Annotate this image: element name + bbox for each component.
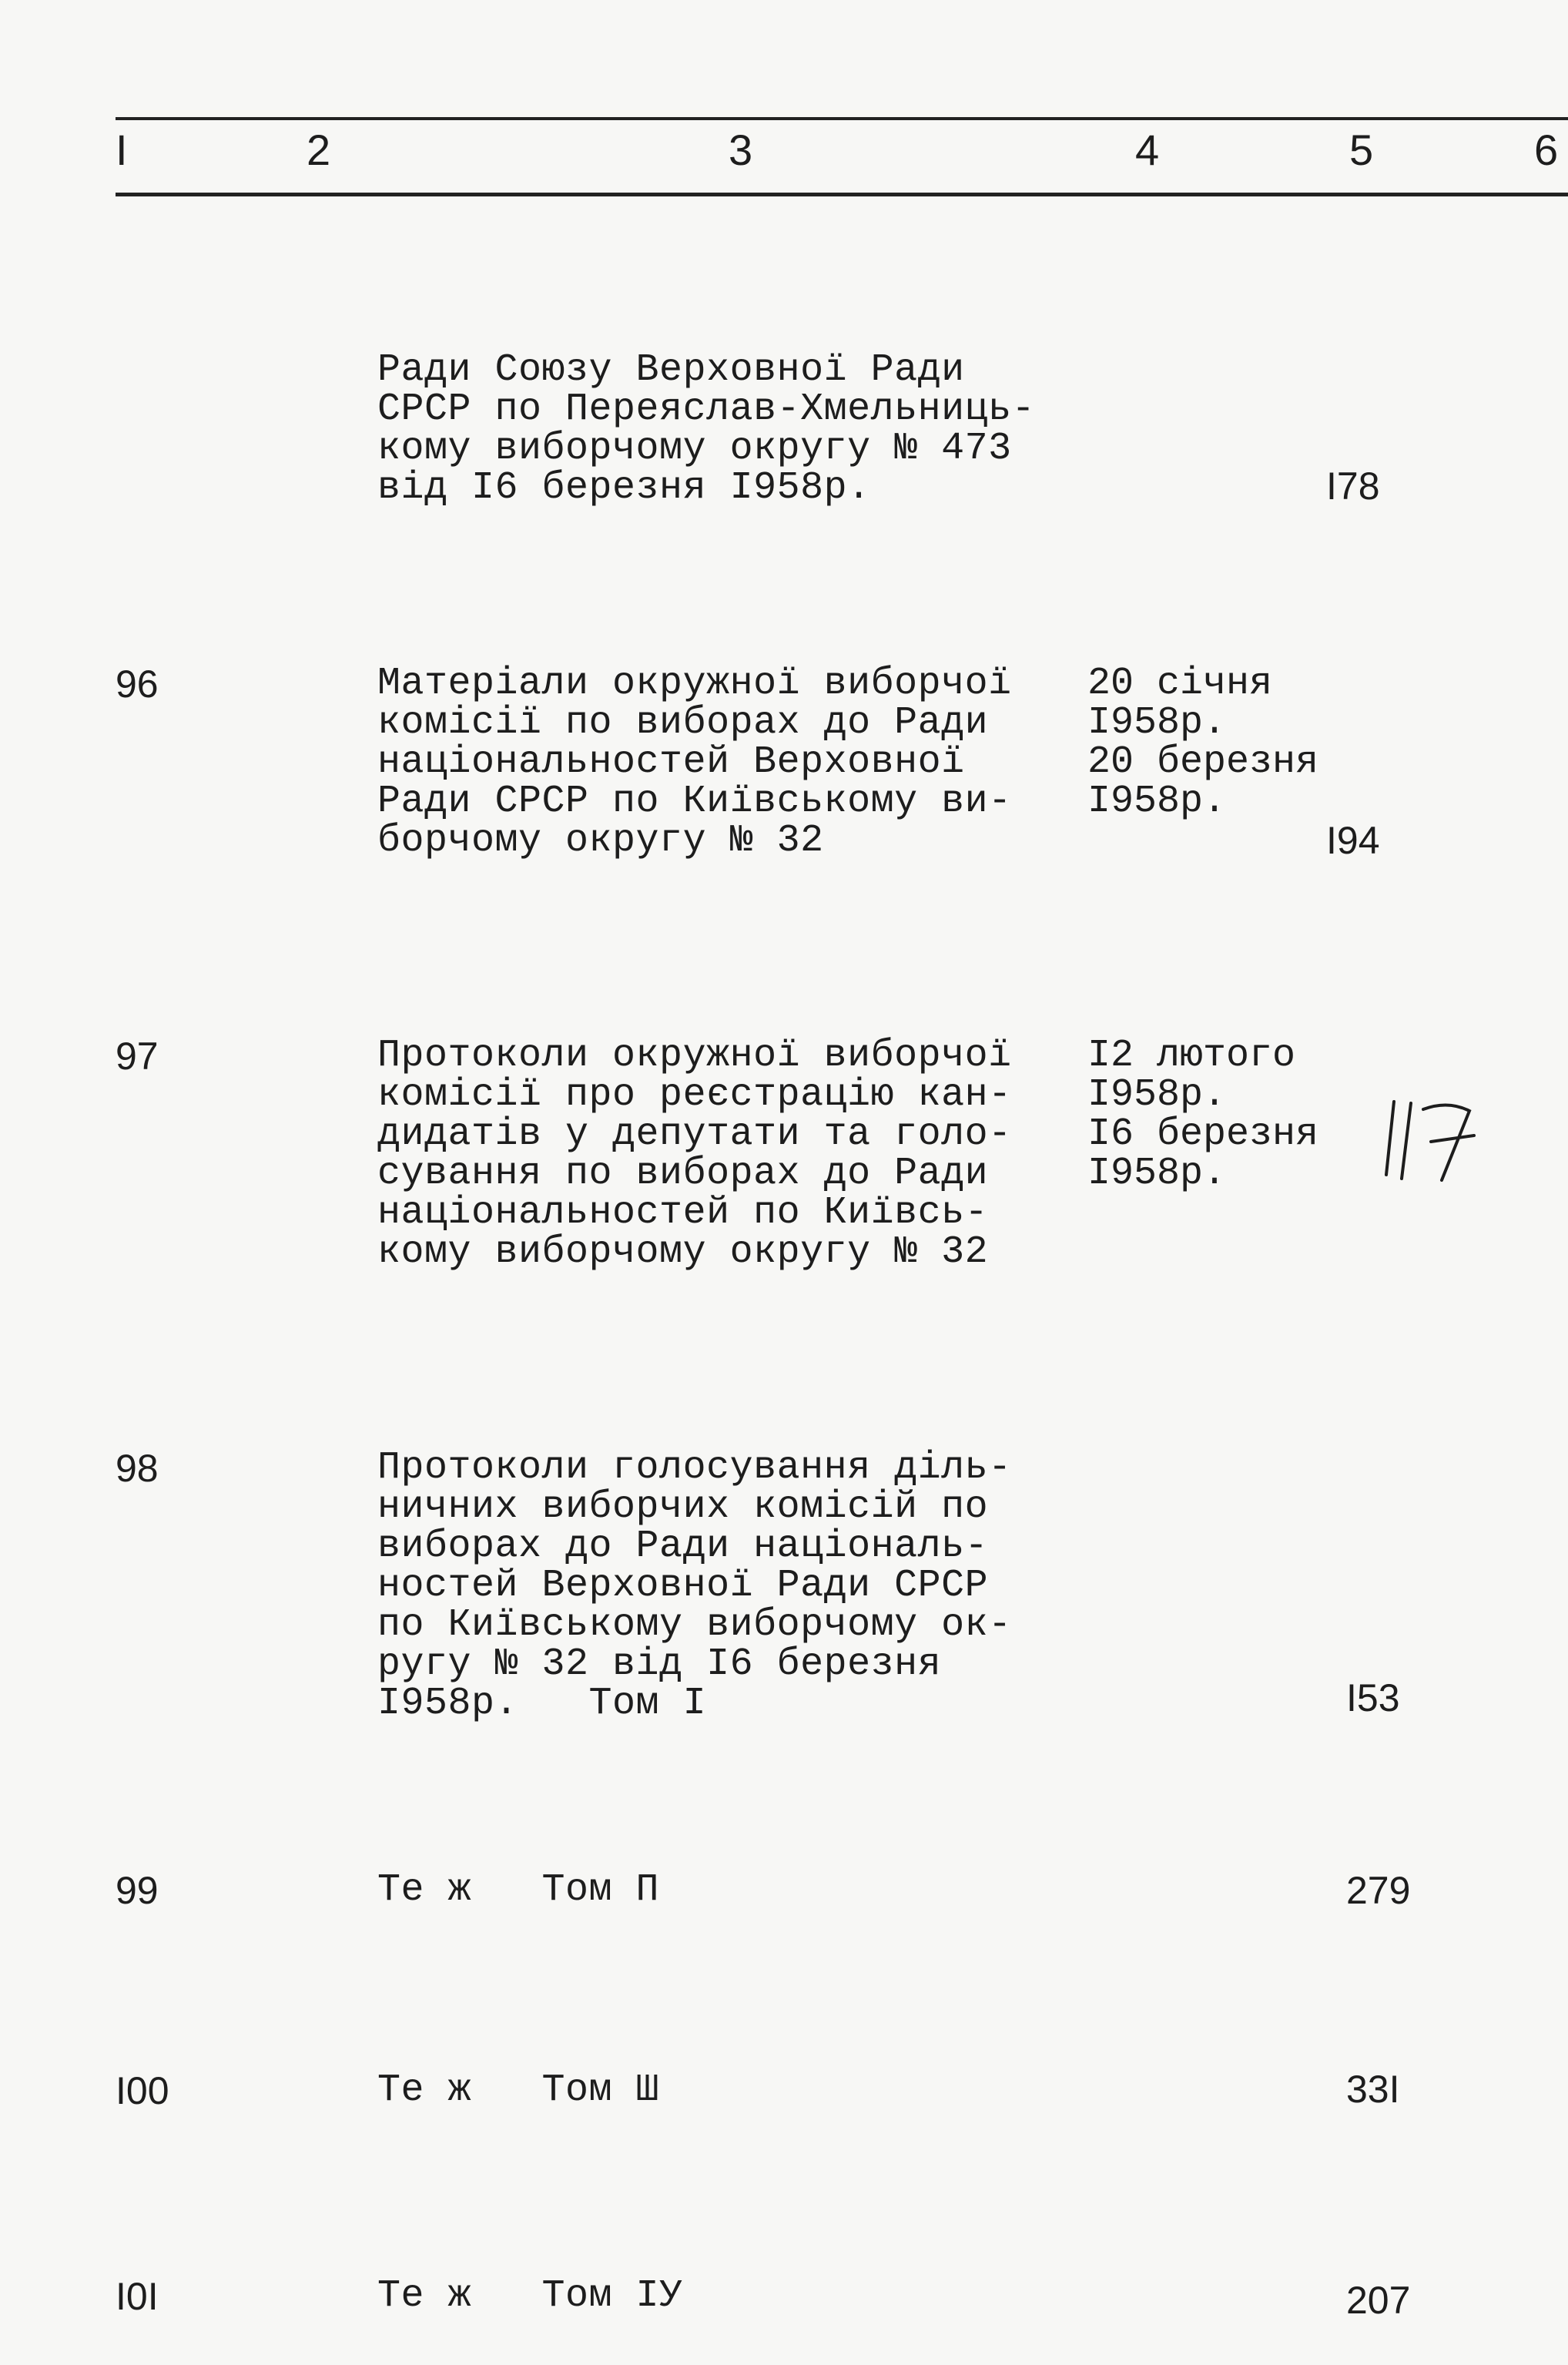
header-col-2: 2 xyxy=(307,126,331,174)
row-sheets: I53 xyxy=(1346,1676,1400,1719)
row-number: I00 xyxy=(116,2069,169,2112)
row-number: 97 xyxy=(116,1035,159,1078)
row-dates: 20 січня I958р. 20 березня I958р. xyxy=(1087,662,1319,824)
row-sheets: 33I xyxy=(1346,2068,1400,2111)
header-col-6: 6 xyxy=(1534,126,1559,174)
row-number: I0I xyxy=(116,2275,159,2318)
row-description: Те ж Том IУ xyxy=(377,2274,683,2318)
row-number: 96 xyxy=(116,663,159,706)
row-dates: I2 лютого I958р. I6 березня I958р. xyxy=(1087,1034,1319,1196)
header-bottom-rule xyxy=(116,193,1568,196)
row-description: Ради Союзу Верховної Ради СРСР по Переяслав-Хмельниць- кому виборчому округу № 473 від I6 березня I958р. xyxy=(377,348,1036,510)
row-sheets: 207 xyxy=(1346,2279,1411,2322)
row-number: 99 xyxy=(116,1869,159,1912)
handwritten-sheet-count xyxy=(1379,1094,1479,1186)
row-sheets: I78 xyxy=(1326,465,1380,508)
header-top-rule xyxy=(116,117,1568,120)
header-col-5: 5 xyxy=(1349,126,1374,174)
row-sheets: I94 xyxy=(1326,819,1380,862)
row-description: Те ж Том П xyxy=(377,1868,660,1912)
row-description: Протоколи окружної виборчої комісії про реєстрацію кан- дидатів у депутати та голо- сування по виборах до Ради національностей по Київсь- кому виборчому округу № 32 xyxy=(377,1034,1012,1274)
row-description: Матеріали окружної виборчої комісії по виборах до Ради національностей Верховної Ради СРСР по Київському ви- борчому округу № 32 xyxy=(377,662,1012,863)
row-description: Те ж Том Ш xyxy=(377,2068,660,2112)
header-col-4: 4 xyxy=(1135,126,1160,174)
header-col-1: I xyxy=(116,126,128,174)
row-description: Протоколи голосування діль- ничних виборчих комісій по виборах до Ради національ- ностей Верховної Ради СРСР по Київському виборчому ок- ругу № 32 від I6 березня I958р. Том I xyxy=(377,1446,1012,1726)
row-number: 98 xyxy=(116,1447,159,1490)
row-sheets: 279 xyxy=(1346,1869,1411,1912)
header-col-3: 3 xyxy=(729,126,753,174)
